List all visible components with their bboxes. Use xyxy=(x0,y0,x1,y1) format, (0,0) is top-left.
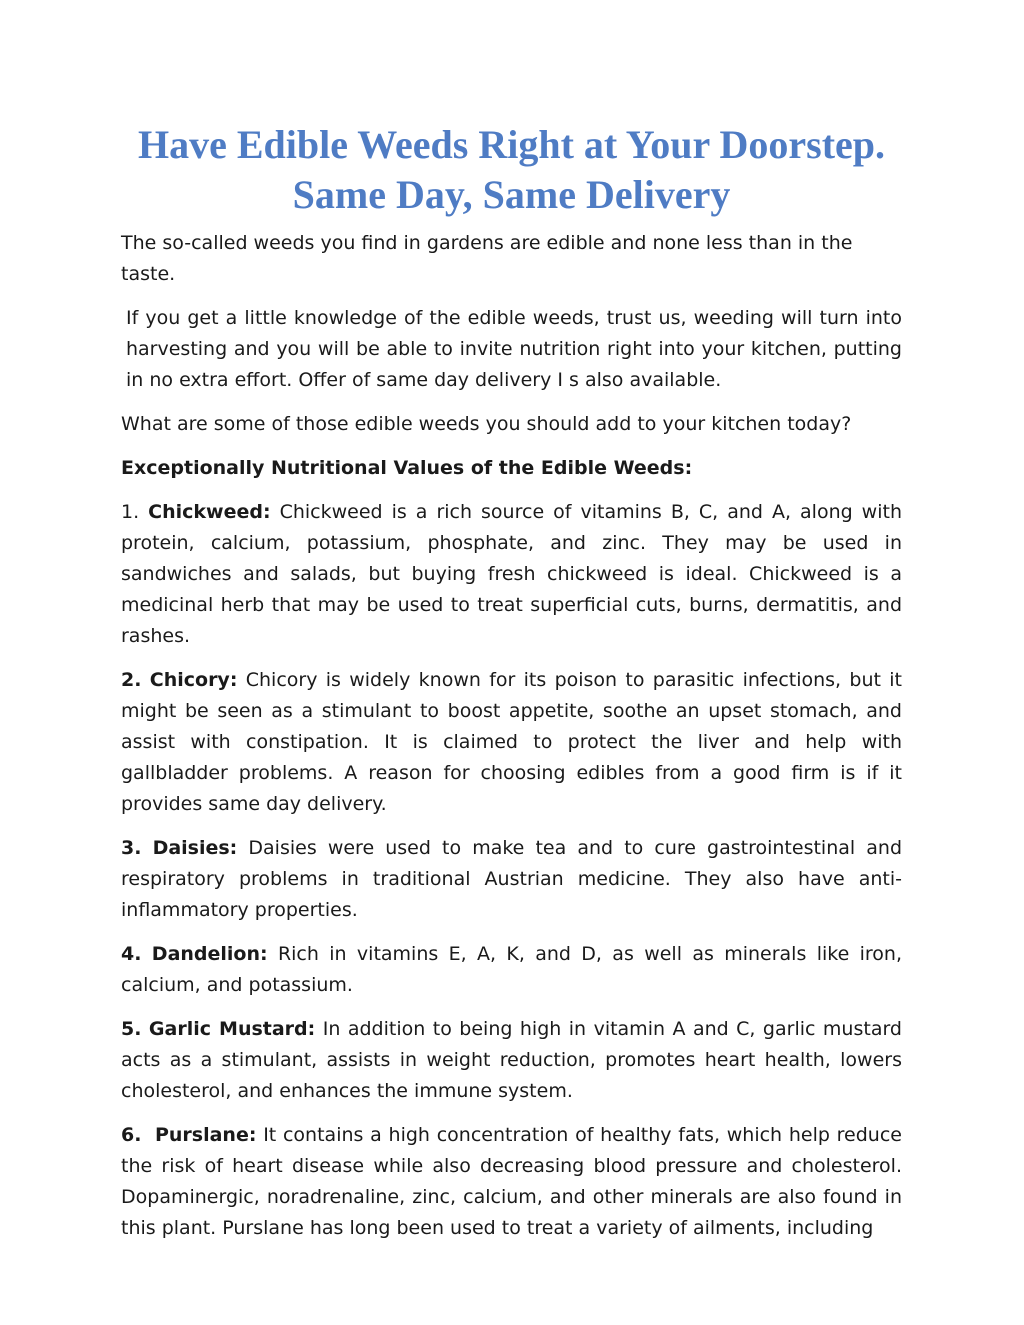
list-item-chicory xyxy=(121,665,902,820)
item-name: Chickweed: xyxy=(148,501,271,523)
item-name: Purslane: xyxy=(154,1124,257,1146)
item-name: Daisies: xyxy=(152,837,238,859)
item-name: Dandelion: xyxy=(151,943,268,965)
intro-paragraph: The so-called weeds you find in gardens are edible and none less than in the taste. xyxy=(121,232,853,285)
section-heading: Exceptionally Nutritional Values of the Edible Weeds: xyxy=(121,457,693,479)
item-name: Chicory: xyxy=(149,669,238,691)
document-page xyxy=(121,120,902,1257)
list-item-chickweed xyxy=(121,497,902,652)
item-number: 6. xyxy=(121,1124,142,1146)
list-item-garlic-mustard xyxy=(121,1014,902,1107)
item-text: It contains a high concentration of healthy fats, which help reduce the risk of heart disease while also decreasing blood pressure and cholesterol. Dopaminergic, noradrenaline, zinc, calcium, and other minerals are also found in this plant. Purslane has long been used to treat a variety of ailments, including xyxy=(121,1124,902,1239)
item-number: 4. xyxy=(121,943,142,965)
item-text: Chicory is widely known for its poison to parasitic infections, but it might be seen as a stimulant to boost appetite, soothe an upset stomach, and assist with constipation. It is claimed to protect the liver and help with gallbladder problems. A reason for choosing edibles from a good firm is if it provides same day delivery. xyxy=(121,669,902,815)
question-paragraph: What are some of those edible weeds you should add to your kitchen today? xyxy=(121,413,852,435)
title-line-1: Have Edible Weeds Right at Your Doorstep. xyxy=(137,122,886,167)
list-item-daisies xyxy=(121,833,902,926)
item-text: Chickweed is a rich source of vitamins B, C, and A, along with protein, calcium, potassium, phosphate, and zinc. They may be used in sandwiches and salads, but buying fresh chickweed is ideal. Chickweed is a medicinal herb that may be used to treat superficial cuts, burns, dermatitis, and rashes. xyxy=(121,501,902,647)
item-text: Rich in vitamins E, A, K, and D, as well as minerals like iron, calcium, and potassium. xyxy=(121,943,902,996)
document-title xyxy=(121,120,902,220)
list-item-dandelion xyxy=(121,939,902,1001)
title-line-2: Same Day, Same Delivery xyxy=(292,172,731,217)
item-number: 2. xyxy=(121,669,142,691)
item-text: In addition to being high in vitamin A and C, garlic mustard acts as a stimulant, assists in weight reduction, promotes heart health, lowers cholesterol, and enhances the immune system. xyxy=(121,1018,902,1102)
list-item-purslane xyxy=(121,1120,902,1244)
item-number: 5. xyxy=(121,1018,142,1040)
item-text: Daisies were used to make tea and to cure gastrointestinal and respiratory problems in traditional Austrian medicine. They also have anti-inflammatory properties. xyxy=(121,837,903,921)
knowledge-paragraph: If you get a little knowledge of the edible weeds, trust us, weeding will turn into harvesting and you will be able to invite nutrition right into your kitchen, putting in no extra effort. Offer of same day delivery I s also available. xyxy=(126,307,902,391)
item-number: 1. xyxy=(121,501,140,523)
item-name: Garlic Mustard: xyxy=(148,1018,316,1040)
item-number: 3. xyxy=(121,837,142,859)
